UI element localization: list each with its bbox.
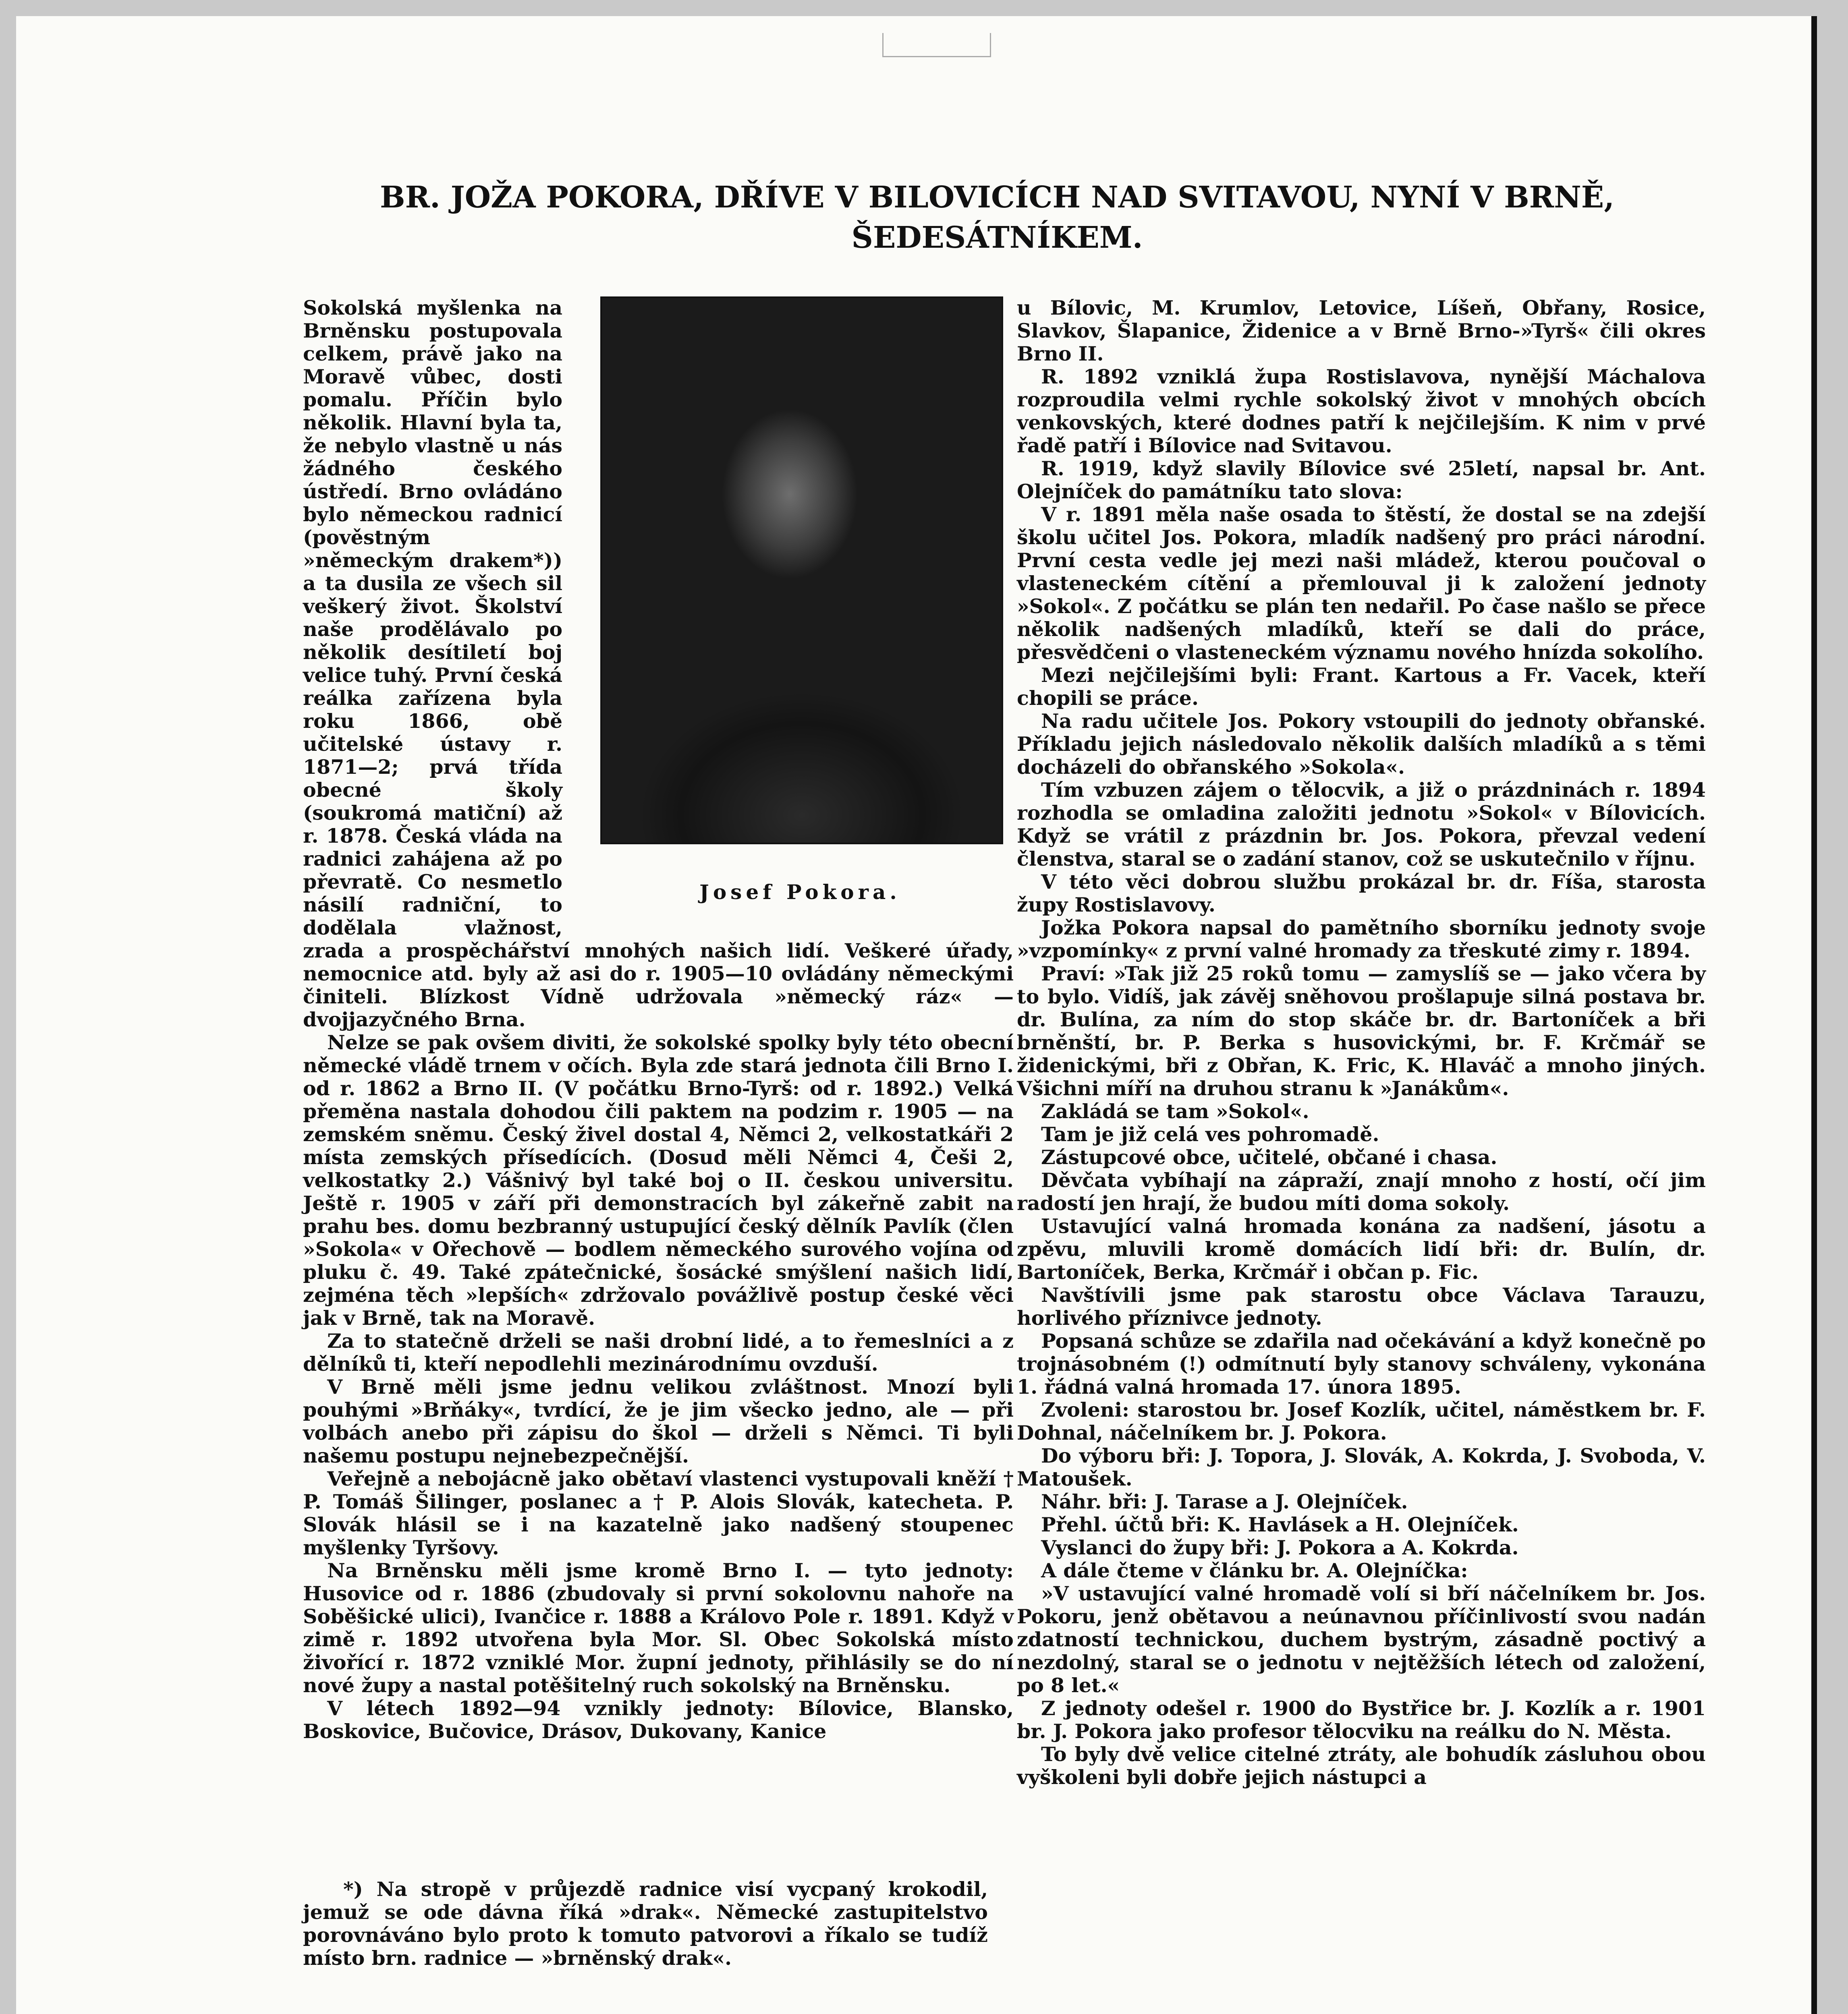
paragraph: Popsaná schůze se zdařila nad očekávání a když konečně po trojnásobném (!) odmítnutí byly stanovy schváleny, vykonána 1. řádná valná hromada 17. února 1895. [1017,1329,1706,1399]
paragraph: V létech 1892—94 vznikly jednoty: Bílovice, Blansko, Boskovice, Bučovice, Drásov, Dukovany, Kanice [303,1697,1014,1743]
paragraph: Tam je již celá ves pohromadě. [1041,1123,1379,1146]
right-column [1017,296,1706,1789]
paragraph: Tím vzbuzen zájem o tělocvik, a již o prázdninách r. 1894 rozhodla se omladina založiti jednotu »Sokol« v Bílovicích. Když se vrátil z prázdnin br. Jos. Pokora, převzal vedení členstva, staral se o zadání stanov, což se uskutečnilo v říjnu. [1017,778,1706,870]
scan-tab-mark [882,33,991,57]
paragraph: Jožka Pokora napsal do pamětního sborníku jednoty svoje »vzpomínky« z první valné hromady za třeskuté zimy r. 1894. [1017,916,1706,962]
paragraph: Zakládá se tam »Sokol«. [1041,1100,1309,1123]
paragraph: Na Brněnsku měli jsme kromě Brno I. — tyto jednoty: Husovice od r. 1886 (zbudovaly si první sokolovnu nahoře na Soběšické ulici), Ivančice r. 1888 a Královo Pole r. 1891. Když v zimě r. 1892 utvořena byla Mor. Sl. Obec Sokolská místo živořící r. 1872 vzniklé Mor. župní jednoty, přihlásily se do ní nové župy a nastal potěšitelný ruch sokolský na Brněnsku. [303,1559,1014,1697]
paragraph: Do výboru bři: J. Topora, J. Slovák, A. Kokrda, J. Svoboda, V. Matoušek. [1017,1444,1706,1490]
paragraph: Nelze se pak ovšem diviti, že sokolské spolky byly této obecní německé vládě trnem v očích. Byla zde stará jednota čili Brno I. od r. 1862 a Brno II. (V počátku Brno-Tyrš: od r. 1892.) Velká přeměna nastala dohodou čili paktem na podzim r. 1905 — na zemském sněmu. Český živel dostal 4, Němci 2, velkostatkáři 2 místa zemských přísedících. (Dosud měli Němci 4, Češi 2, velkostatky 2.) Vášnivý byl také boj o II. českou universitu. Ještě r. 1905 v září při demonstracích byl zákeřně zabit na prahu bes. domu bezbranný ustupující český dělník Pavlík (člen »Sokola« v Ořechově — bodlem německého surového vojína od pluku č. 49. Také zpátečnické, šosácké smýšlení našich lidí, zejména těch »lepších« zdržovalo povážlivě postup české věci jak v Brně, tak na Moravě. [303,1031,1014,1330]
photo-caption: Josef Pokora. [699,880,901,904]
paragraph: To byly dvě velice citelné ztráty, ale bohudík zásluhou obou vyškoleni byli dobře jejich nástupci a [1017,1743,1706,1789]
paragraph: Na radu učitele Jos. Pokory vstoupili do jednoty obřanské. Příkladu jejich následovalo několik dalších mladíků a s těmi docházeli do obřanského »Sokola«. [1017,709,1706,779]
paragraph: Mezi nejčilejšími byli: Frant. Kartous a Fr. Vacek, kteří chopili se práce. [1017,663,1706,710]
paragraph: Zástupcové obce, učitelé, občané i chasa. [1041,1146,1497,1169]
paragraph: Náhr. bři: J. Tarase a J. Olejníček. [1041,1490,1408,1513]
portrait-photo [600,296,1003,844]
paragraph: V této věci dobrou službu prokázal br. dr. Fíša, starosta župy Rostislavovy. [1017,870,1706,916]
page [16,16,1817,2014]
paragraph: Přehl. účtů bři: K. Havlásek a H. Olejníček. [1041,1513,1519,1536]
paragraph: Ustavující valná hromada konána za nadšení, jásotu a zpěvu, mluvili kromě domácích lidí bři: dr. Bulín, dr. Bartoníček, Berka, Krčmář i občan p. Fic. [1017,1214,1706,1284]
paragraph: Navštívili jsme pak starostu obce Václava Tarauzu, horlivého příznivce jednoty. [1017,1283,1706,1330]
paragraph: R. 1892 vzniklá župa Rostislavova, nynější Máchalova rozproudila velmi rychle sokolský život v mnohých obcích venkovských, které dodnes patří k nejčilejším. K nim v prvé řadě patří i Bílovice nad Svitavou. [1017,365,1706,457]
paragraph: »V ustavující valné hromadě volí si bří náčelníkem br. Jos. Pokoru, jenž obětavou a neúnavnou příčinlivostí svou nadán zdatností technickou, duchem bystrým, zásadně poctivý a nezdolný, staral se o jednotu v nejtěžších létech od založení, po 8 let.« [1017,1582,1706,1697]
article-title: BR. JOŽA POKORA, DŘÍVE V BILOVICÍCH NAD SVITAVOU, NYNÍ V BRNĚ, ŠEDESÁTNÍKEM. [380,180,1614,255]
paragraph: Vyslanci do župy bři: J. Pokora a A. Kokrda. [1041,1536,1519,1559]
footnote: *) Na stropě v průjezdě radnice visí vycpaný krokodil, jemuž se ode dávna říká »drak«. Německé zastupitelstvo porovnáváno bylo proto k tomuto patvorovi a říkalo se tudíž místo brn. radnice — »brněnský drak«. [303,1877,988,1970]
paragraph: u Bílovic, M. Krumlov, Letovice, Líšeň, Obřany, Rosice, Slavkov, Šlapanice, Židenice a v Brně Brno-»Tyrš« čili okres Brno II. [1017,296,1706,365]
paragraph: Děvčata vybíhají na zápraží, znají mnoho z hostí, očí jim radostí jen hrají, že budou míti doma sokoly. [1017,1169,1706,1215]
paragraph: Sokolská myšlenka na Brněnsku postupovala celkem, právě jako na Moravě vůbec, dosti pomalu. Příčin bylo několik. Hlavní byla ta, že nebylo vlastně u nás žádného českého ústředí. Brno ovládáno bylo německou radnicí (pověstným »německým drakem*)) a ta dusila ze všech sil veškerý život. Školství naše prodělávalo po několik desítiletí boj velice tuhý. První česká reálka zařízena byla roku 1866, obě učitelské ústavy r. 1871—2; prvá třída obecné školy (soukromá matiční) až r. 1878. Česká vláda na radnici zahájena až po převratě. Co nesmetlo násilí radniční, to dodělala vlažnost, zrada a prospěchářství mnohých našich lidí. Veškeré úřady, nemocnice atd. byly až asi do r. 1905—10 ovládány německými činiteli. Blízkost Vídně udržovala »německý ráz« — dvojjazyčného Brna. [303,296,1014,1031]
paragraph: V Brně měli jsme jednu velikou zvláštnost. Mnozí byli pouhými »Brňáky«, tvrdící, že je jim všecko jedno, ale — při volbách anebo při zápisu do škol — drželi s Němci. Ti byli našemu postupu nejnebezpečnější. [303,1375,1014,1467]
paragraph: Veřejně a nebojácně jako obětaví vlastenci vystupovali kněží † P. Tomáš Šilinger, poslanec a † P. Alois Slovák, katecheta. P. Slovák hlásil se i na kazatelně jako nadšený stoupenec myšlenky Tyršovy. [303,1467,1014,1559]
paragraph: Praví: »Tak již 25 roků tomu — zamyslíš se — jako včera by to bylo. Vidíš, jak závěj sněhovou prošlapuje silná postava br. dr. Bulína, za ním do stop skáče br. dr. Bartoníček a bři brněnští, br. P. Berka s husovickými, br. F. Krčmář se židenickými, bři z Obřan, K. Fric, K. Hlaváč a mnoho jiných. Všichni míří na druhou stranu k »Janákům«. [1017,962,1706,1100]
paragraph: V r. 1891 měla naše osada to štěstí, že dostal se na zdejší školu učitel Jos. Pokora, mladík nadšený pro práci národní. První cesta vedle jej mezi naši mládež, kterou poučoval o vlasteneckém cítění a přemlouval ji k založení jednoty »Sokol«. Z počátku se plán ten nedařil. Po čase našlo se přece několik nadšených mladíků, kteří se dali do práce, přesvědčeni o vlasteneckém významu nového hnízda sokolího. [1017,503,1706,664]
portrait-figure [587,296,1014,917]
paragraph: Zvoleni: starostou br. Josef Kozlík, učitel, náměstkem br. F. Dohnal, náčelníkem br. J. Pokora. [1017,1398,1706,1444]
paragraph: Za to statečně drželi se naši drobní lidé, a to řemeslníci a z dělníků ti, kteří nepodlehli mezinárodnímu ovzduší. [303,1329,1014,1376]
paragraph: Z jednoty odešel r. 1900 do Bystřice br. J. Kozlík a r. 1901 br. J. Pokora jako profesor tělocviku na reálku do N. Města. [1017,1697,1706,1743]
paragraph: R. 1919, když slavily Bílovice své 25letí, napsal br. Ant. Olejníček do památníku tato slova: [1017,457,1706,503]
left-column [303,296,1014,1743]
paragraph: A dále čteme v článku br. A. Olejníčka: [1041,1559,1468,1582]
